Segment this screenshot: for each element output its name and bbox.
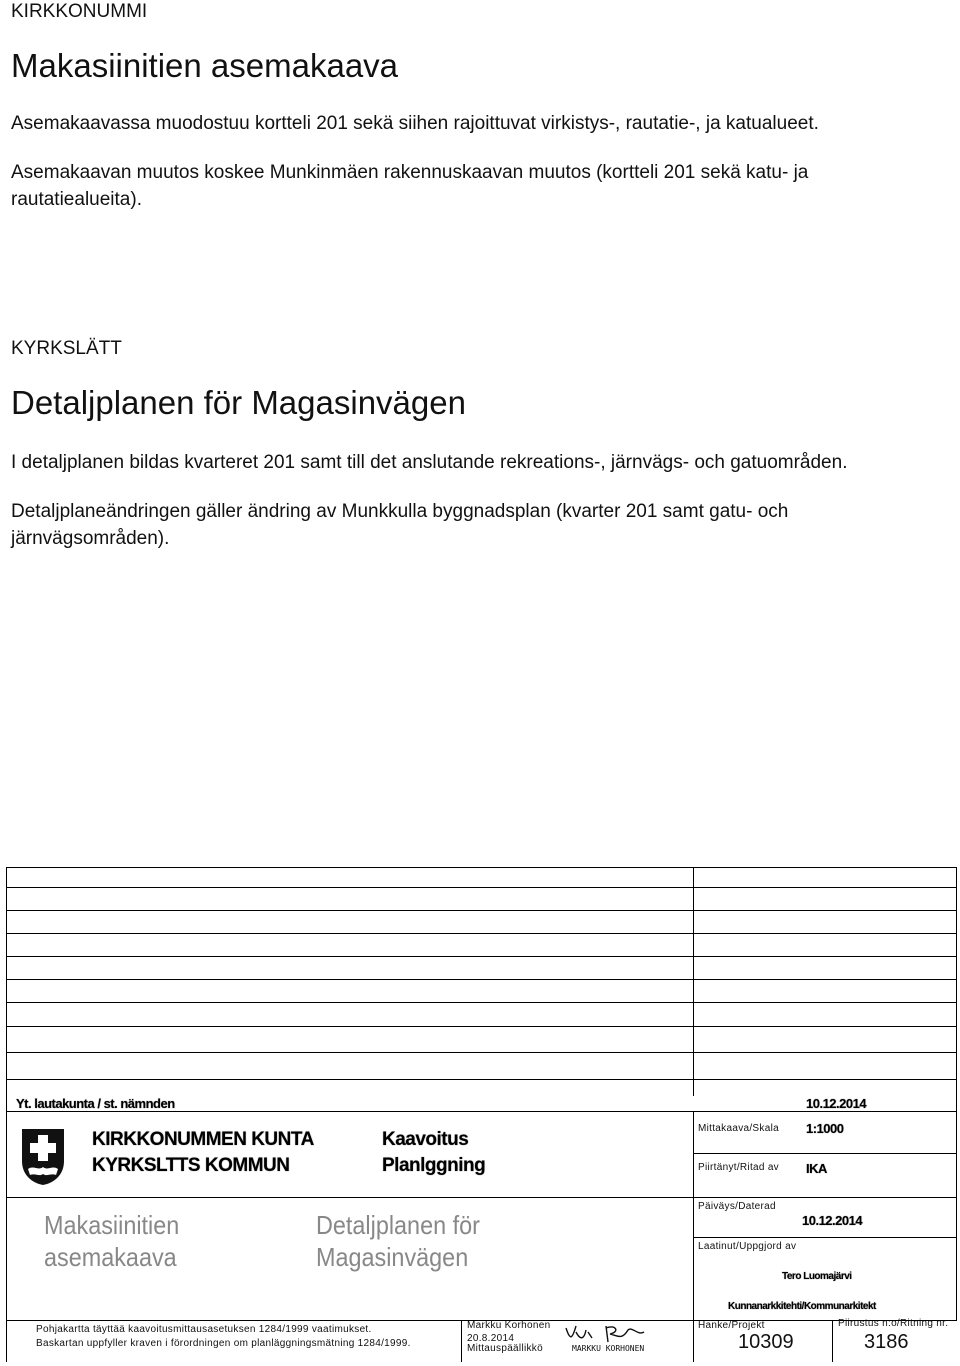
- title-sv: Detaljplanen för Magasinvägen: [11, 384, 466, 421]
- prepared-by-label: Laatinut/Uppgjord av: [698, 1241, 797, 1252]
- date-value: 10.12.2014: [802, 1213, 863, 1228]
- description-sv-2: Detaljplaneändringen gäller ändring av Munkkulla byggnadsplan (kvarter 201 samt gatu- och järnvägsområden).: [11, 501, 789, 549]
- basemap-note-fi: Pohjakartta täyttää kaavoitusmittausasetuksen 1284/1999 vaatimukset.: [36, 1324, 372, 1335]
- date-label: Päiväys/Daterad: [698, 1201, 776, 1212]
- municipality-sv: KYRKSLÄTT: [11, 338, 122, 359]
- drawing-number-value: 3186: [864, 1331, 909, 1353]
- description-fi-1: Asemakaavassa muodostuu kortteli 201 sekä siihen rajoittuvat virkistys-, rautatie-, ja katualueet.: [11, 113, 819, 134]
- plan-name-fi-line1: Makasiinitien: [44, 1210, 180, 1240]
- municipality-fi: KIRKKONUMMI: [11, 1, 148, 22]
- committee-date: 10.12.2014: [806, 1096, 867, 1111]
- department-fi: Kaavoitus: [382, 1129, 469, 1150]
- scale-value: 1:1000: [806, 1121, 844, 1136]
- scale-label: Mittakaava/Skala: [698, 1123, 779, 1134]
- prepared-by-value: Tero Luomajärvi: [782, 1271, 852, 1282]
- department-sv: Planlggning: [382, 1155, 486, 1176]
- surveyor-name: Markku Korhonen: [467, 1320, 551, 1331]
- plan-name-sv-line2: Magasinvägen: [316, 1242, 469, 1272]
- municipality-name-sv: KYRKSLTTS KOMMUN: [92, 1155, 290, 1176]
- surveyor-title: Mittauspäällikkö: [467, 1343, 543, 1354]
- drawing-number-label: Piirustus n:o/Ritning nr.: [838, 1318, 949, 1329]
- description-sv-1: I detaljplanen bildas kvarteret 201 samt till det anslutande rekreations-, järnvägs- och gatuområden.: [11, 452, 848, 473]
- drawn-by-label: Piirtänyt/Ritad av: [698, 1162, 779, 1173]
- plan-name-fi-line2: asemakaava: [44, 1242, 177, 1272]
- coat-of-arms-icon: [20, 1127, 66, 1187]
- committee-label: Yt. lautakunta / st. nämnden: [16, 1096, 175, 1111]
- project-label: Hanke/Projekt: [698, 1320, 765, 1331]
- surveyor-date: 20.8.2014: [467, 1333, 515, 1344]
- signature-print: MARKKU KORHONEN: [572, 1344, 645, 1353]
- basemap-note-sv: Baskartan uppfyller kraven i förordningen om planläggningsmätning 1284/1999.: [36, 1338, 411, 1349]
- plan-name-sv-line1: Detaljplanen för: [316, 1210, 480, 1240]
- signature-icon: [562, 1322, 652, 1344]
- drawn-by-value: IKA: [806, 1161, 827, 1176]
- title-fi: Makasiinitien asemakaava: [11, 47, 399, 84]
- title-block: [6, 867, 957, 1362]
- project-value: 10309: [738, 1331, 794, 1353]
- prepared-by-role: Kunnanarkkitehti/Kommunarkitekt: [728, 1301, 876, 1312]
- description-fi-2: Asemakaavan muutos koskee Munkinmäen rakennuskaavan muutos (kortteli 201 sekä katu- ja rautatiealueita).: [11, 162, 809, 210]
- municipality-name-fi: KIRKKONUMMEN KUNTA: [92, 1129, 314, 1150]
